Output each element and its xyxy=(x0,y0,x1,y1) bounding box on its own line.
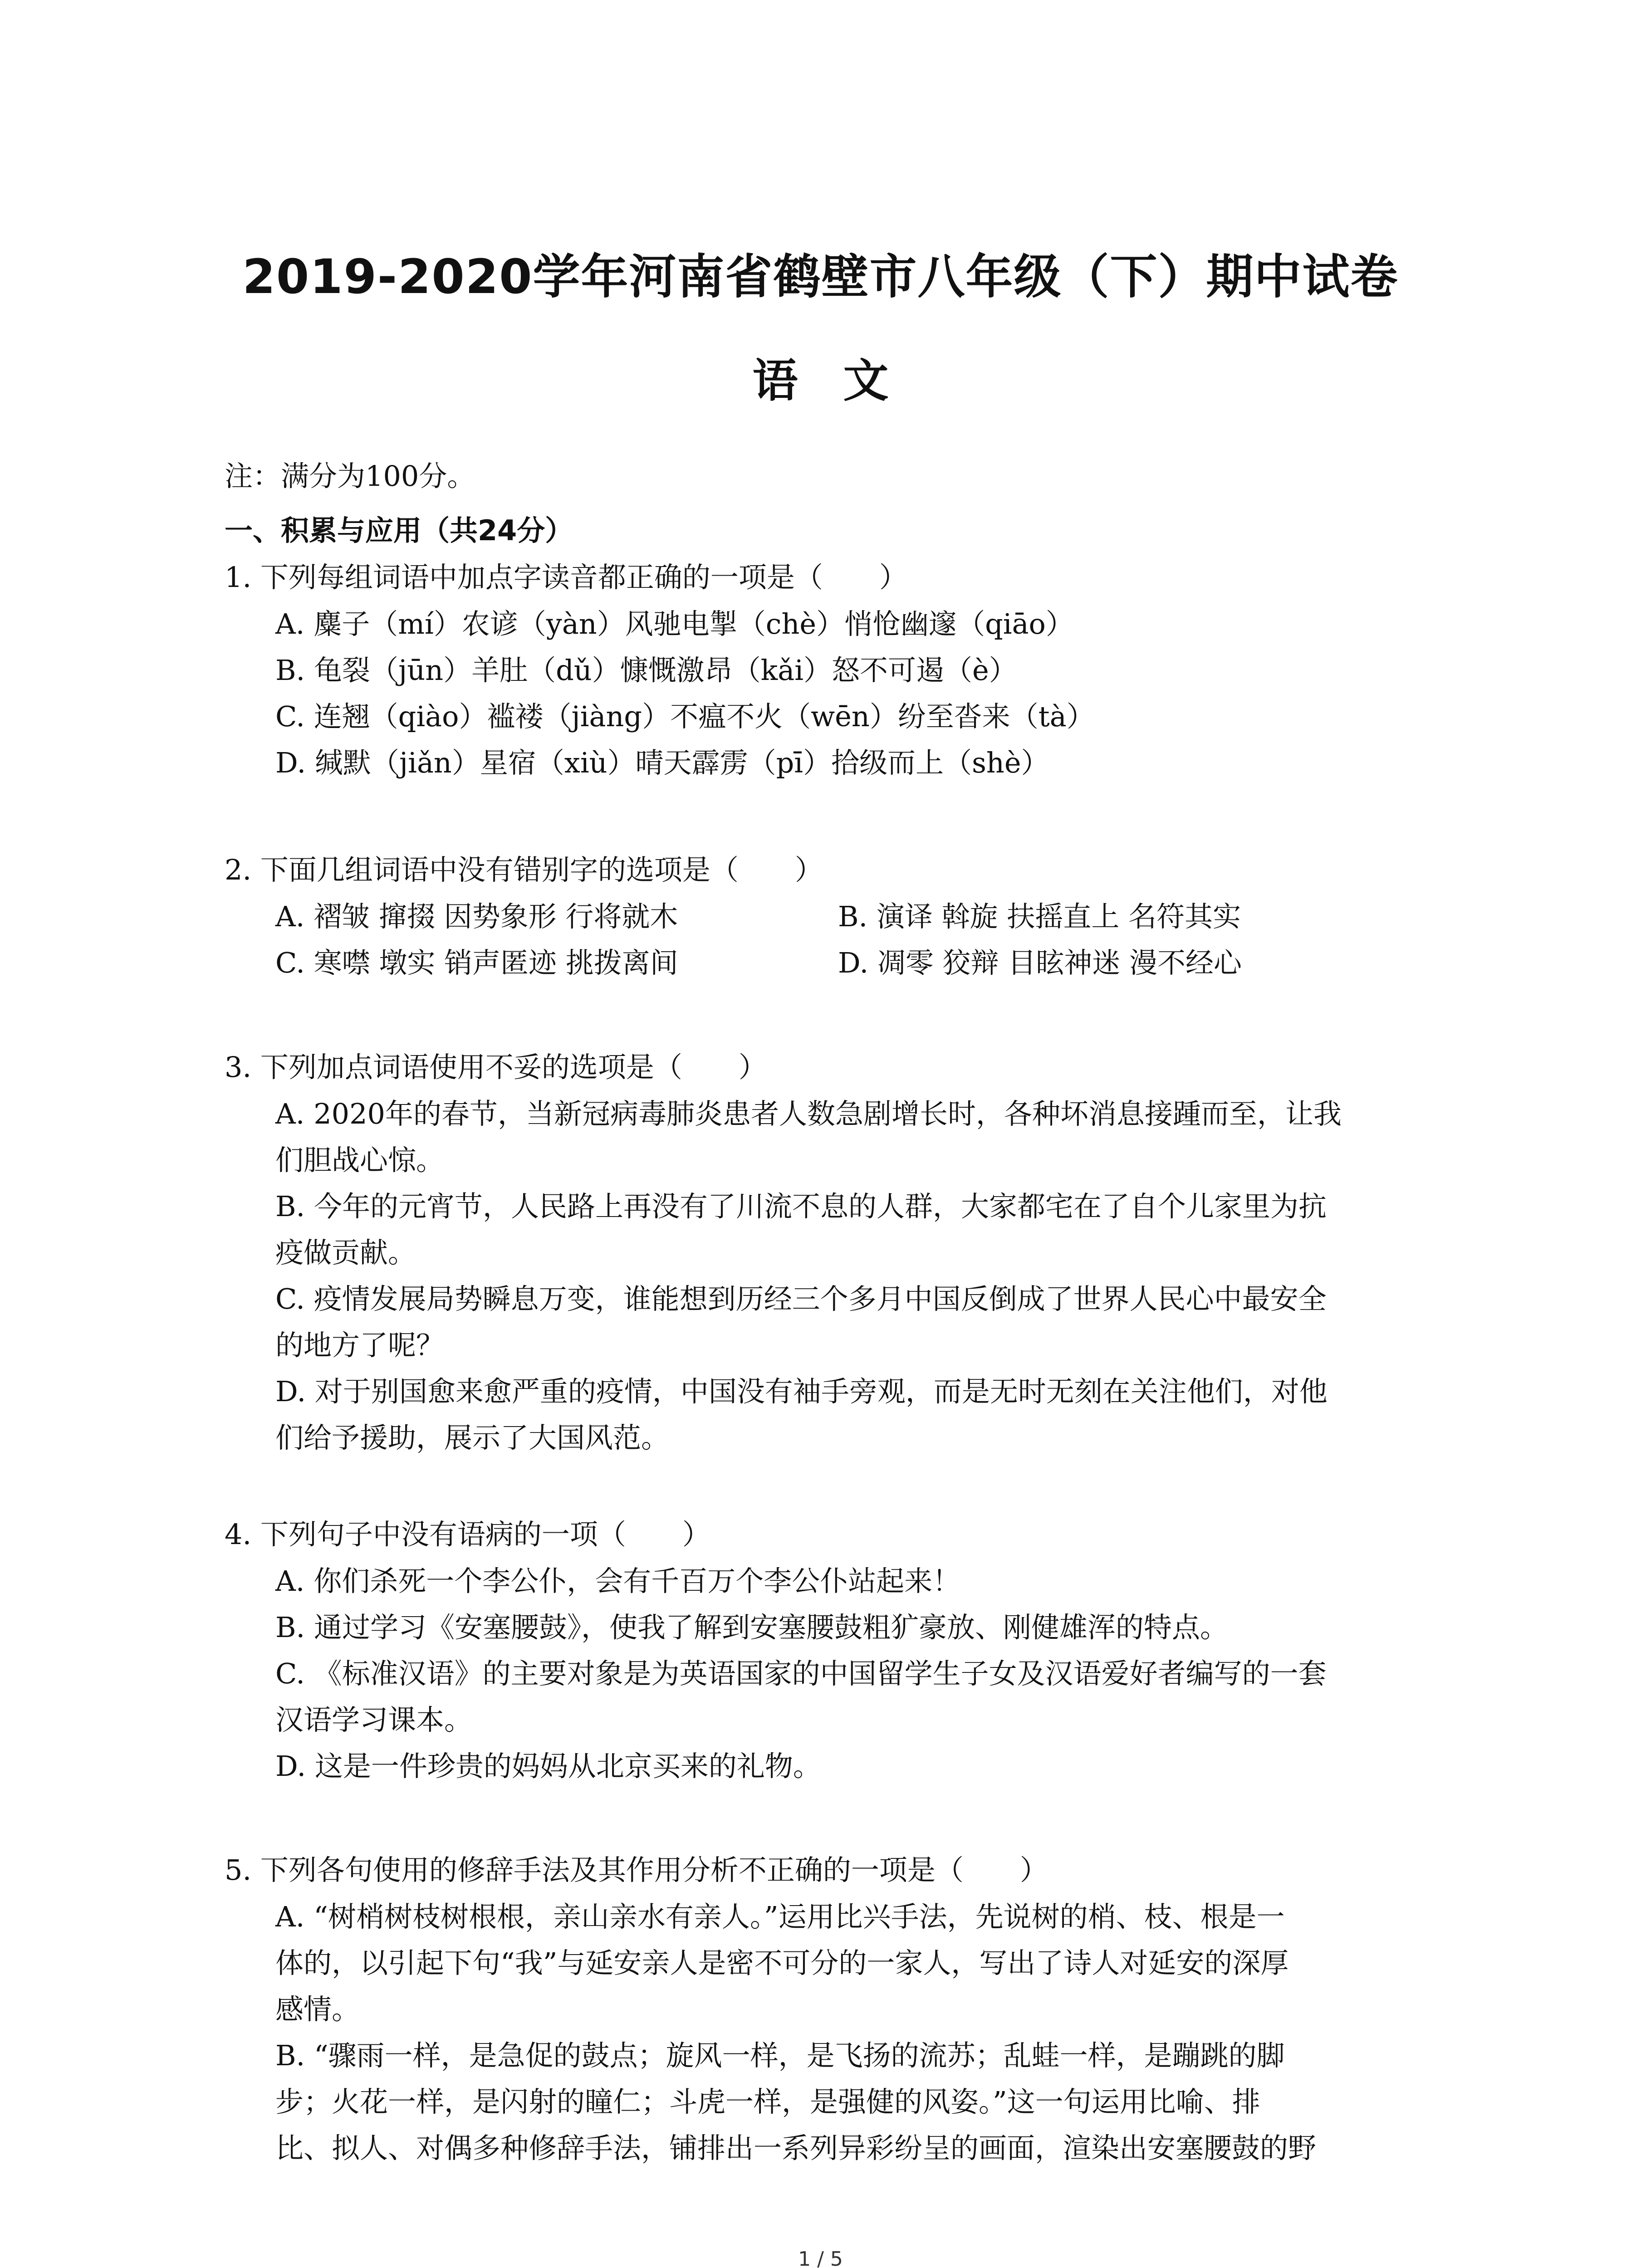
option-line: 疫做贡献。 xyxy=(275,1236,416,1269)
option-line: 汉语学习课本。 xyxy=(275,1703,473,1736)
option-b: B. 通过学习《安塞腰鼓》，使我了解到安塞腰鼓粗犷豪放、刚健雄浑的特点。 xyxy=(275,1611,1228,1644)
option-b: B. 龟裂（jūn）羊肚（dǔ）慷慨激昂（kǎi）怒不可遏（è） xyxy=(275,654,1017,687)
question-2 xyxy=(225,848,1427,986)
option-a: A. 麋子（mí）农谚（yàn）风驰电掣（chè）悄怆幽邃（qiāo） xyxy=(275,607,1074,640)
question-stem: 1. 下列每组词语中加点字读音都正确的一项是（ ） xyxy=(225,561,907,594)
option-c xyxy=(275,1276,1428,1369)
question-3 xyxy=(225,1046,1427,1461)
option-line: C. 《标准汉语》的主要对象是为英语国家的中国留学生子女及汉语爱好者编写的一套 xyxy=(275,1657,1327,1690)
option-line: 们胆战心惊。 xyxy=(275,1144,445,1177)
options-grid xyxy=(275,894,1427,986)
score-note: 注：满分为100分。 xyxy=(225,459,475,493)
option-d: D. 这是一件珍贵的妈妈从北京买来的礼物。 xyxy=(275,1750,821,1783)
option-d: D. 凋零 狡辩 目眩神迷 漫不经心 xyxy=(838,946,1242,979)
option-b xyxy=(275,1183,1428,1276)
option-line: 感情。 xyxy=(275,1993,360,2026)
option-a: A. 褶皱 撺掇 因势象形 行将就木 xyxy=(275,900,678,933)
question-stem: 4. 下列句子中没有语病的一项（ ） xyxy=(225,1518,710,1551)
question-4 xyxy=(225,1513,1427,1789)
option-line: B. 今年的元宵节，人民路上再没有了川流不息的人群，大家都宅在了自个儿家里为抗 xyxy=(275,1190,1327,1223)
option-a xyxy=(275,1894,1428,2033)
option-line: A. “树梢树枝树根根，亲山亲水有亲人。”运用比兴手法，先说树的梢、枝、根是一 xyxy=(275,1900,1285,1933)
option-c: C. 寒噤 墩实 销声匿迹 挑拨离间 xyxy=(275,946,678,979)
subject-heading: 语 文 xyxy=(752,354,889,407)
question-1 xyxy=(225,556,1427,786)
option-b xyxy=(275,2033,1428,2171)
option-c: C. 连翘（qiào）褴褛（jiàng）不瘟不火（wēn）纷至沓来（tà） xyxy=(275,700,1095,733)
option-line: D. 对于别国愈来愈严重的疫情，中国没有袖手旁观，而是无时无刻在关注他们，对他 xyxy=(275,1375,1327,1408)
option-line: 步；火花一样，是闪射的瞳仁；斗虎一样，是强健的风姿。”这一句运用比喻、排 xyxy=(275,2085,1260,2118)
option-c xyxy=(275,1651,1428,1743)
option-line: 们给予援助，展示了大国风范。 xyxy=(275,1421,670,1454)
option-d xyxy=(275,1369,1428,1461)
question-stem: 3. 下列加点词语使用不妥的选项是（ ） xyxy=(225,1051,767,1084)
question-5 xyxy=(225,1848,1427,2171)
option-line: C. 疫情发展局势瞬息万变，谁能想到历经三个多月中国反倒成了世界人民心中最安全 xyxy=(275,1282,1327,1315)
option-line: 体的，以引起下句“我”与延安亲人是密不可分的一家人，写出了诗人对延安的深厚 xyxy=(275,1946,1289,1980)
page-number: 1 / 5 xyxy=(798,2248,843,2268)
option-line: B. “骤雨一样，是急促的鼓点；旋风一样，是飞扬的流苏；乱蛙一样，是蹦跳的脚 xyxy=(275,2039,1285,2072)
option-line: 比、拟人、对偶多种修辞手法，铺排出一系列异彩纷呈的画面，渲染出安塞腰鼓的野 xyxy=(275,2131,1317,2165)
option-b: B. 演译 斡旋 扶摇直上 名符其实 xyxy=(838,900,1241,933)
exam-title: 2019-2020学年河南省鹤壁市八年级（下）期中试卷 xyxy=(242,249,1399,304)
question-stem: 2. 下面几组词语中没有错别字的选项是（ ） xyxy=(225,853,823,886)
option-line: A. 2020年的春节，当新冠病毒肺炎患者人数急剧增长时，各种坏消息接踵而至，让我 xyxy=(275,1097,1342,1130)
option-a xyxy=(275,1091,1428,1183)
section-heading: 一、积累与应用（共24分） xyxy=(225,514,573,547)
question-stem: 5. 下列各句使用的修辞手法及其作用分析不正确的一项是（ ） xyxy=(225,1853,1048,1887)
option-line: 的地方了呢？ xyxy=(275,1329,445,1362)
option-d: D. 缄默（jiǎn）星宿（xiù）晴天霹雳（pī）拾级而上（shè） xyxy=(275,746,1049,779)
option-a: A. 你们杀死一个李公仆，会有千百万个李公仆站起来！ xyxy=(275,1564,961,1598)
